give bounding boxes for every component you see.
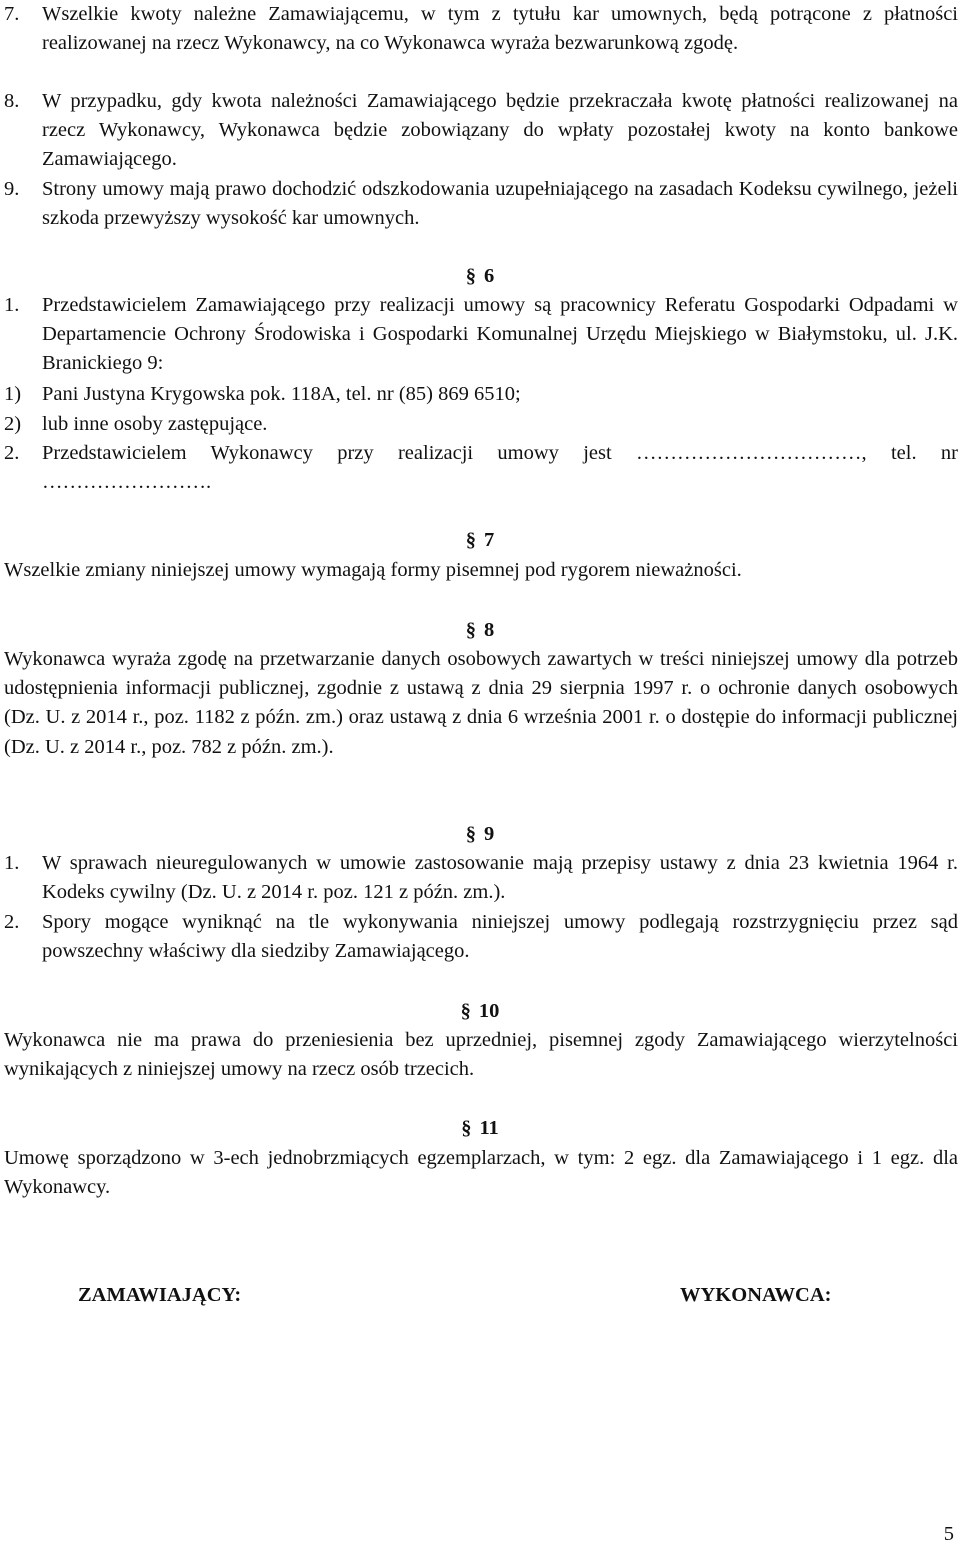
section-symbol: § <box>465 529 476 551</box>
list-item-7 <box>4 0 958 58</box>
list-item-9 <box>4 175 958 233</box>
section-number: 9 <box>484 823 495 845</box>
list-item-number: 2) <box>4 413 22 435</box>
section-7-text: Wszelkie zmiany niniejszej umowy wymagają formy pisemnej pod rygorem nieważności. <box>4 559 742 581</box>
list-item-number: 7. <box>4 3 20 25</box>
signature-label-left: ZAMAWIAJĄCY: <box>78 1284 242 1306</box>
section-symbol: § <box>461 1117 472 1139</box>
section-heading-11 <box>0 1114 960 1143</box>
section-symbol: § <box>460 1000 471 1022</box>
section-heading-6 <box>0 262 960 291</box>
section-11-text: Umowę sporządzono w 3-ech jednobrzmiących egzemplarzach, w tym: 2 egz. dla Zamawiającego i 1 egz. dla Wykonawcy. <box>4 1147 958 1199</box>
list-item-number: 8. <box>4 90 20 112</box>
section-symbol: § <box>465 619 476 641</box>
list-item-number: 1. <box>4 852 20 874</box>
list-item-number: 2. <box>4 442 20 464</box>
list-item-number: 2. <box>4 911 20 933</box>
list-item-number: 1. <box>4 294 20 316</box>
list-item-text: Przedstawicielem Zamawiającego przy realizacji umowy są pracownicy Referatu Gospodarki Odpadami w Departamencie Ochrony Środowiska i Gospodarki Komunalnej Urzędu Miejskiego w Białymstoku, ul. J.K. Branickiego 9: <box>42 294 958 375</box>
list-item-text: Spory mogące wyniknąć na tle wykonywania niniejszej umowy podlegają rozstrzygnięciu przez sąd powszechny właściwy dla siedziby Zamawiającego. <box>42 911 958 963</box>
section-6-subitem-1 <box>4 380 958 409</box>
section-number: 11 <box>479 1117 499 1139</box>
section-heading-7 <box>0 526 960 555</box>
section-heading-10 <box>0 997 960 1026</box>
section-10-text: Wykonawca nie ma prawa do przeniesienia bez uprzedniej, pisemnej zgody Zamawiającego wierzytelności wynikających z niniejszej umowy na rzecz osób trzecich. <box>4 1029 958 1081</box>
section-number: 8 <box>484 619 495 641</box>
section-8-text: Wykonawca wyraża zgodę na przetwarzanie danych osobowych zawartych w treści niniejszej umowy dla potrzeb udostępnienia informacji publicznej, zgodnie z ustawą z dnia 29 sierpnia 1997 r. o ochronie danych osobowych (Dz. U. z 2014 r., poz. 1182 z późn. zm.) oraz ustawą z dnia 6 września 2001 r. o dostępie do informacji publicznej (Dz. U. z 2014 r., poz. 782 z późn. zm.). <box>4 648 958 758</box>
list-item-text: Strony umowy mają prawo dochodzić odszkodowania uzupełniającego na zasadach Kodeksu cywilnego, jeżeli szkoda przewyższy wysokość kar umownych. <box>42 178 958 230</box>
section-9-item-1 <box>4 849 958 907</box>
section-symbol: § <box>465 823 476 845</box>
list-item-8 <box>4 87 958 175</box>
section-heading-9 <box>0 820 960 849</box>
list-item-text: lub inne osoby zastępujące. <box>42 413 268 435</box>
list-item-number: 1) <box>4 383 22 405</box>
section-number: 7 <box>484 529 495 551</box>
section-symbol: § <box>465 265 476 287</box>
list-item-number: 9. <box>4 178 20 200</box>
section-6-subitem-2 <box>4 410 958 439</box>
list-item-text: Wszelkie kwoty należne Zamawiającemu, w tym z tytułu kar umownych, będą potrącone z płatności realizowanej na rzecz Wykonawcy, na co Wykonawca wyraża bezwarunkową zgodę. <box>42 3 958 55</box>
list-item-text: Przedstawicielem Wykonawcy przy realizacji umowy jest ……………………………, tel. nr ……………………. <box>42 442 958 494</box>
signature-label-right: WYKONAWCA: <box>680 1284 832 1306</box>
page-number: 5 <box>943 1523 954 1545</box>
list-item-text: W przypadku, gdy kwota należności Zamawiającego będzie przekraczała kwotę płatności realizowanej na rzecz Wykonawcy, Wykonawca będzie zobowiązany do wpłaty pozostałej kwoty na konto bankowe Zamawiającego. <box>42 90 958 171</box>
section-heading-8 <box>0 616 960 645</box>
section-number: 10 <box>478 1000 500 1022</box>
list-item-text: W sprawach nieuregulowanych w umowie zastosowanie mają przepisy ustawy z dnia 23 kwietnia 1964 r. Kodeks cywilny (Dz. U. z 2014 r. poz. 121 z późn. zm.). <box>42 852 958 904</box>
section-number: 6 <box>484 265 495 287</box>
section-6-item-2 <box>4 439 958 497</box>
section-9-item-2 <box>4 908 958 966</box>
list-item-text: Pani Justyna Krygowska pok. 118A, tel. nr (85) 869 6510; <box>42 383 521 405</box>
section-6-item-1 <box>4 291 958 379</box>
